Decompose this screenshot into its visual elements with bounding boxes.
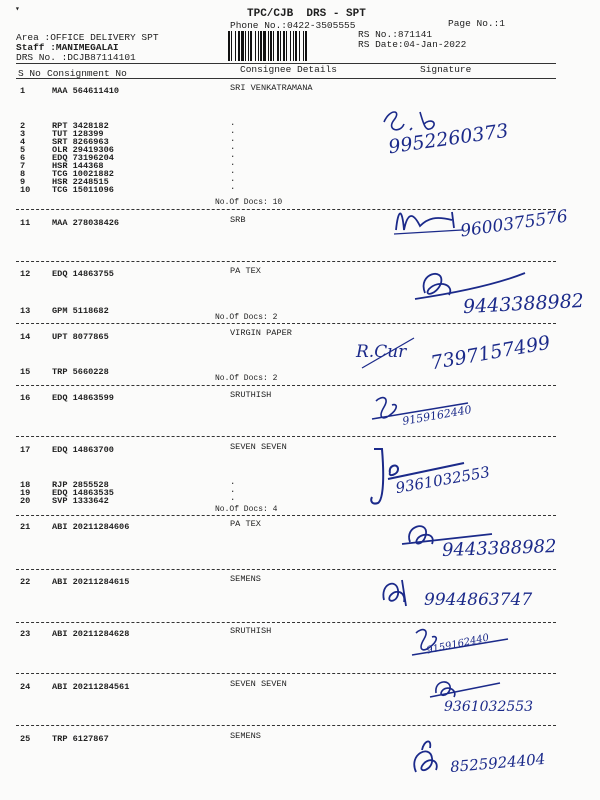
consignee-name: SRB [230,215,246,225]
signature-phone: 9600375576 [459,206,570,242]
signature [430,675,590,725]
signature-phone: 9952260373 [387,119,510,159]
rs-date: RS Date:04-Jan-2022 [358,39,467,50]
consignment-number: TCG 15011096 [52,185,114,195]
row-sno: 24 [20,682,31,692]
consignment-number: RJP 2855528 [52,480,109,490]
page-number: Page No.:1 [448,18,506,29]
staff-label: Staff :MANIMEGALAI [16,42,119,53]
drs-number: DRS No. :DCJB87114101 [16,52,136,63]
consignee-name: . [230,477,236,487]
signature [412,625,582,670]
consignee-name: . [230,158,236,168]
consignment-number: RPT 3428182 [52,121,109,131]
consignment-number: OLR 29419306 [52,145,114,155]
consignment-number: SVP 1333642 [52,496,109,506]
signature-phone: 9443388982 [462,289,585,319]
consignee-name: . [230,150,236,160]
row-sno: 19 [20,488,31,498]
consignment-number: ABI 20211284615 [52,577,130,587]
consignee-name: . [230,182,236,192]
consignment-number: MAA 278038426 [52,218,120,228]
consignment-number: EDQ 14863700 [52,445,114,455]
consignment-number: TUT 128399 [52,129,104,139]
consignee-name: . [230,134,236,144]
signature-phone: 7397157499 [429,331,552,375]
row-sno: 23 [20,629,31,639]
row-sno: 5 [20,145,26,155]
row-divider [16,261,556,262]
consignment-number: TRP 5660228 [52,367,109,377]
sheet-title: TPC/CJB DRS - SPT [247,8,366,20]
consignment-number: HSR 2248515 [52,177,109,187]
row-divider [16,385,556,386]
row-sno: 13 [20,306,31,316]
column-signature: Signature [420,64,472,75]
signature [402,736,598,791]
doc-count: No.Of Docs: 10 [215,198,283,207]
consignment-number: ABI 20211284606 [52,522,130,532]
consignment-number: EDQ 14863755 [52,269,114,279]
row-sno: 10 [20,185,31,195]
signature [378,572,568,617]
row-sno: 12 [20,269,31,279]
row-sno: 16 [20,393,31,403]
consignment-number: GPM 5118682 [52,306,109,316]
row-sno: 6 [20,153,26,163]
signature-phone: 9361032553 [444,699,534,715]
area-label: Area :OFFICE DELIVERY SPT [16,32,159,43]
barcode-bar [307,31,308,61]
consignee-name: VIRGIN PAPER [230,328,292,338]
row-sno: 2 [20,121,26,131]
row-sno: 3 [20,129,26,139]
row-sno: 1 [20,86,26,96]
signature [415,263,585,323]
consignment-number: ABI 20211284561 [52,682,130,692]
consignee-name: SRUTHISH [230,390,272,400]
consignee-name: PA TEX [230,519,261,529]
row-sno: 18 [20,480,31,490]
row-sno: 17 [20,445,31,455]
doc-count: No.Of Docs: 2 [215,313,278,322]
signature-phone: 9361032553 [394,462,492,498]
row-sno: 20 [20,496,31,506]
scan-mark: ▾ [15,5,20,14]
consignment-number: UPT 8077865 [52,332,109,342]
signature [392,200,570,255]
consignee-name: SEMENS [230,574,261,584]
doc-count: No.Of Docs: 2 [215,374,278,383]
row-sno: 21 [20,522,31,532]
signature [372,393,542,438]
rs-number: RS No.:871141 [358,29,433,40]
consignment-number: HSR 144368 [52,161,104,171]
row-sno: 22 [20,577,31,587]
consignee-name: . [230,118,236,128]
consignee-name: . [230,485,236,495]
consignment-number: EDQ 14863535 [52,488,114,498]
signature-phone: 9159162440 [425,632,491,657]
consignee-name: SEVEN SEVEN [230,679,287,689]
consignee-name: SRUTHISH [230,626,272,636]
signature [402,518,592,568]
signature-phone: 8525924404 [449,749,547,777]
signature-phone: 9944863747 [424,590,533,610]
signature [368,443,538,513]
signature [380,100,530,160]
consignee-name: . [230,493,236,503]
consignment-number: EDQ 73196204 [52,153,114,163]
signature-phone: 9159162440 [401,403,473,428]
row-sno: 25 [20,734,31,744]
row-sno: 11 [20,218,31,228]
row-divider [16,323,556,324]
signature [352,328,592,383]
consignment-number: MAA 564611410 [52,86,120,96]
column-consignment: Consignment No [47,68,127,79]
row-sno: 8 [20,169,26,179]
consignment-number: TCG 10021882 [52,169,114,179]
row-divider [16,569,556,570]
row-sno: 4 [20,137,26,147]
consignee-name: PA TEX [230,266,261,276]
consignee-name: . [230,166,236,176]
row-divider [16,622,556,623]
phone-number: Phone No.:0422-3505555 [230,20,356,31]
doc-count: No.Of Docs: 4 [215,505,278,514]
row-divider [16,725,556,726]
header-rule-bottom [16,78,556,79]
signature-phone: 9443388982 [441,536,557,561]
row-divider [16,673,556,674]
consignment-number: ABI 20211284628 [52,629,130,639]
consignee-name: . [230,142,236,152]
row-sno: 7 [20,161,26,171]
consignee-name: SRI VENKATRAMANA [230,83,313,93]
consignment-number: SRT 8266963 [52,137,109,147]
column-consignee: Consignee Details [240,64,337,75]
barcode [228,31,356,61]
consignment-number: TRP 6127867 [52,734,109,744]
consignment-number: EDQ 14863599 [52,393,114,403]
consignee-name: . [230,174,236,184]
signature-initials: R.Cur [356,342,407,362]
row-sno: 15 [20,367,31,377]
consignee-name: SEVEN SEVEN [230,442,287,452]
consignee-name: SEMENS [230,731,261,741]
row-divider [16,515,556,516]
row-sno: 9 [20,177,26,187]
row-sno: 14 [20,332,31,342]
column-sno: S No [18,68,41,79]
consignee-name: . [230,126,236,136]
